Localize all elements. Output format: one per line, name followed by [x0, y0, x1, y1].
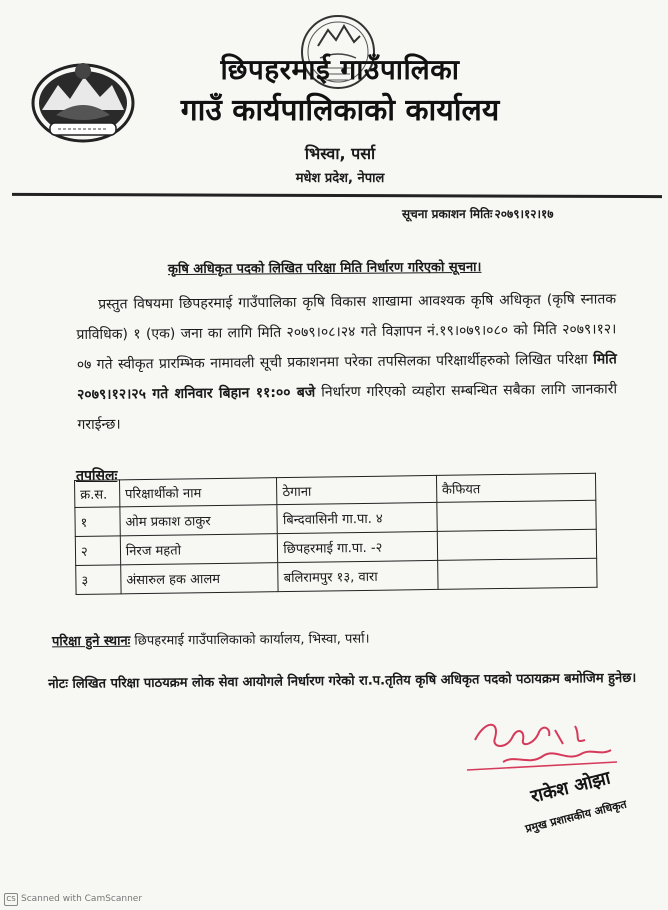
exam-venue-value: छिपहरमाई गाउँपालिकाको कार्यालय, भिस्वा, पर्सा। — [134, 631, 370, 649]
office-name: गाउँ कार्यपालिकाको कार्यालय — [180, 93, 500, 128]
header-candidate-name: परिक्षार्थीको नाम — [119, 478, 277, 507]
exam-note: नोटः लिखित परिक्षा पाठयक्रम लोक सेवा आयोगले निर्धारण गरेको रा.प.तृतिय कृषि अधिकृत पदको पठायक्रम बमोजिम हुनेछ। — [48, 670, 637, 692]
header-divider — [12, 193, 662, 198]
header-remarks: कैफियत — [436, 473, 596, 502]
exam-venue — [52, 629, 370, 650]
province-country: मधेश प्रदेश, नेपाल — [295, 171, 385, 186]
cell-serial: १ — [75, 507, 120, 537]
publication-date — [400, 205, 554, 222]
cell-remarks — [437, 500, 597, 531]
notice-title: कृषि अधिकृत पदको लिखित परिक्षा मिति निर्धारण गरिएको सूचना। — [167, 259, 482, 278]
cell-name: ओम प्रकाश ठाकुर — [120, 505, 278, 536]
cell-name: अंसारुल हक आलम — [121, 563, 279, 594]
table-row — [76, 558, 597, 594]
header-serial: क्र.स. — [75, 480, 120, 508]
cell-serial: २ — [75, 536, 120, 566]
camscanner-icon: CS — [4, 893, 18, 906]
notice-body — [76, 284, 618, 440]
cell-address: छिपहरमाई गा.पा. -२ — [278, 531, 438, 562]
cell-name: निरज महतो — [120, 534, 278, 565]
cell-remarks — [437, 529, 597, 560]
details-label: तपसिलः — [76, 468, 118, 484]
exam-venue-label: परिक्षा हुने स्थानः — [51, 633, 131, 650]
officer-name: राकेश ओझा — [528, 767, 613, 808]
scanner-watermark — [4, 893, 142, 906]
cell-remarks — [437, 558, 597, 589]
cell-address: बलिरामपुर १३, वारा — [278, 560, 438, 591]
cell-serial: ३ — [76, 565, 121, 595]
officer-stamp — [510, 765, 650, 855]
header-address: ठेगाना — [277, 475, 437, 504]
candidate-table — [74, 473, 598, 595]
office-address: भिस्वा, पर्सा — [304, 144, 376, 163]
watermark-text: Scanned with CamScanner — [21, 894, 143, 904]
cell-address: बिन्दवासिनी गा.पा. ४ — [277, 502, 437, 533]
body-text-before: प्रस्तुत विषयमा छिपहरमाई गाउँपालिका कृषि विकास शाखामा आवश्यक कृषि अधिकृत (कृषि स्नातक प्राविधिक) १ (एक) जना का लागि मिति २०७९।०८।२४ गते विज्ञापन नं.१९।०७९।०८० को मिति २०७९।१२।०७ गते स्वीकृत प्रारम्भिक नामावली सूची प्रकाशनमा परेका तपसिलका परिक्षार्थीहरुको लिखित परिक्षा — [76, 291, 617, 373]
publication-date-label: सूचना प्रकाशन मितिः — [402, 207, 493, 221]
body-text-after: निर्धारण गरिएको व्यहोरा सम्बन्धित सबैका लागि जानकारी गराईन्छ। — [77, 381, 618, 433]
organization-name: छिपहरमाई गाउँपालिका — [220, 53, 460, 86]
exam-datetime: मिति २०७९।१२।२५ गते शनिवार बिहान ११:०० बजे — [77, 351, 617, 403]
officer-title: प्रमुख प्रशासकीय अधिकृत — [523, 797, 628, 836]
publication-date-value: २०७९।१२।१७ — [494, 207, 554, 221]
